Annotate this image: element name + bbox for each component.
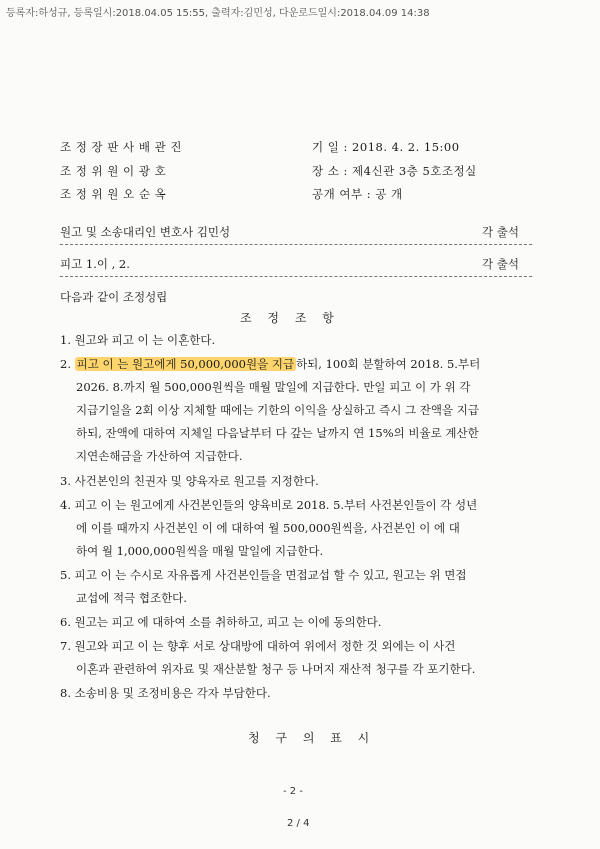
divider — [60, 244, 532, 245]
clause-7: 7. 원고와 피고 이 는 향후 서로 상대방에 대하여 위에서 정한 것 외에는 이 사건 — [60, 639, 456, 653]
clause-4-line: 하여 월 1,000,000원씩을 매월 말일에 지급한다. — [76, 544, 324, 558]
mediator-2: 조 정 위 원 오 순 옥 — [60, 187, 167, 201]
divider — [60, 276, 532, 277]
session-date: 기 일 : 2018. 4. 2. 15:00 — [312, 140, 460, 154]
clause-8: 8. 소송비용 및 조정비용은 각자 부담한다. — [60, 686, 271, 700]
clause-1: 1. 원고와 피고 이 는 이혼한다. — [60, 333, 216, 347]
page-count: 2 / 4 — [287, 818, 310, 829]
download-metadata: 등록자:하성규, 등록일시:2018.04.05 15:55, 출력자:김민성, 다운로드일시:2018.04.09 14:38 — [6, 8, 430, 19]
clause-7-line: 이혼과 관련하여 위자료 및 재산분할 청구 등 나머지 재산적 청구를 각 포기한다. — [76, 662, 476, 676]
clause-2-line: 하되, 잔액에 대하여 지체일 다음날부터 다 갚는 날까지 연 15%의 비율로 계산한 — [76, 426, 479, 440]
session-public: 공개 여부 : 공 개 — [312, 187, 403, 201]
claim-title: 청 구 의 표 시 — [248, 731, 376, 745]
page-mark: - 2 - — [283, 786, 303, 797]
highlighted-text: 피고 이 는 원고에게 50,000,000원을 지급 — [76, 357, 295, 371]
section-title: 조 정 조 항 — [240, 311, 340, 325]
clause-2-line: 지급기일을 2회 이상 지체할 때에는 기한의 이익을 상실하고 즉시 그 잔액을 지급 — [76, 403, 480, 417]
clause-2-line: 지연손해금을 가산하여 지급한다. — [76, 449, 243, 463]
clause-6: 6. 원고는 피고 에 대하여 소를 취하하고, 피고 는 이에 동의한다. — [60, 615, 382, 629]
clause-5-line: 교섭에 적극 협조한다. — [76, 591, 187, 605]
mediator-1: 조 정 위 원 이 광 호 — [60, 164, 167, 178]
clause-number: 2. — [60, 357, 71, 371]
intro-text: 다음과 같이 조정성립 — [60, 290, 168, 304]
defendant-attendance-status: 각 출석 — [482, 257, 519, 271]
clause-text: 하되, 100회 분할하여 2018. 5.부터 — [296, 357, 481, 371]
clause-3: 3. 사건본인의 친권자 및 양육자로 원고를 지정한다. — [60, 474, 319, 488]
clause-2 — [60, 356, 480, 372]
clause-4: 4. 피고 이 는 원고에게 사건본인들의 양육비로 2018. 5.부터 사건본인들이 각 성년 — [60, 498, 478, 512]
plaintiff-attendance: 원고 및 소송대리인 변호사 김민성 — [60, 225, 231, 239]
clause-2-line: 2026. 8.까지 월 500,000원씩을 매월 말일에 지급한다. 만일 피고 이 가 위 각 — [76, 380, 471, 394]
defendant-attendance: 피고 1.이 , 2. — [60, 257, 130, 271]
clause-4-line: 에 이를 때까지 사건본인 이 에 대하여 월 500,000원씩을, 사건본인 이 에 대 — [76, 521, 460, 535]
session-place: 장 소 : 제4신관 3층 5호조정실 — [312, 164, 477, 178]
mediation-judge: 조 정 장 판 사 배 관 진 — [60, 140, 182, 154]
clause-5: 5. 피고 이 는 수시로 자유롭게 사건본인들을 면접교섭 할 수 있고, 원고는 위 면접 — [60, 568, 467, 582]
plaintiff-attendance-status: 각 출석 — [482, 225, 519, 239]
